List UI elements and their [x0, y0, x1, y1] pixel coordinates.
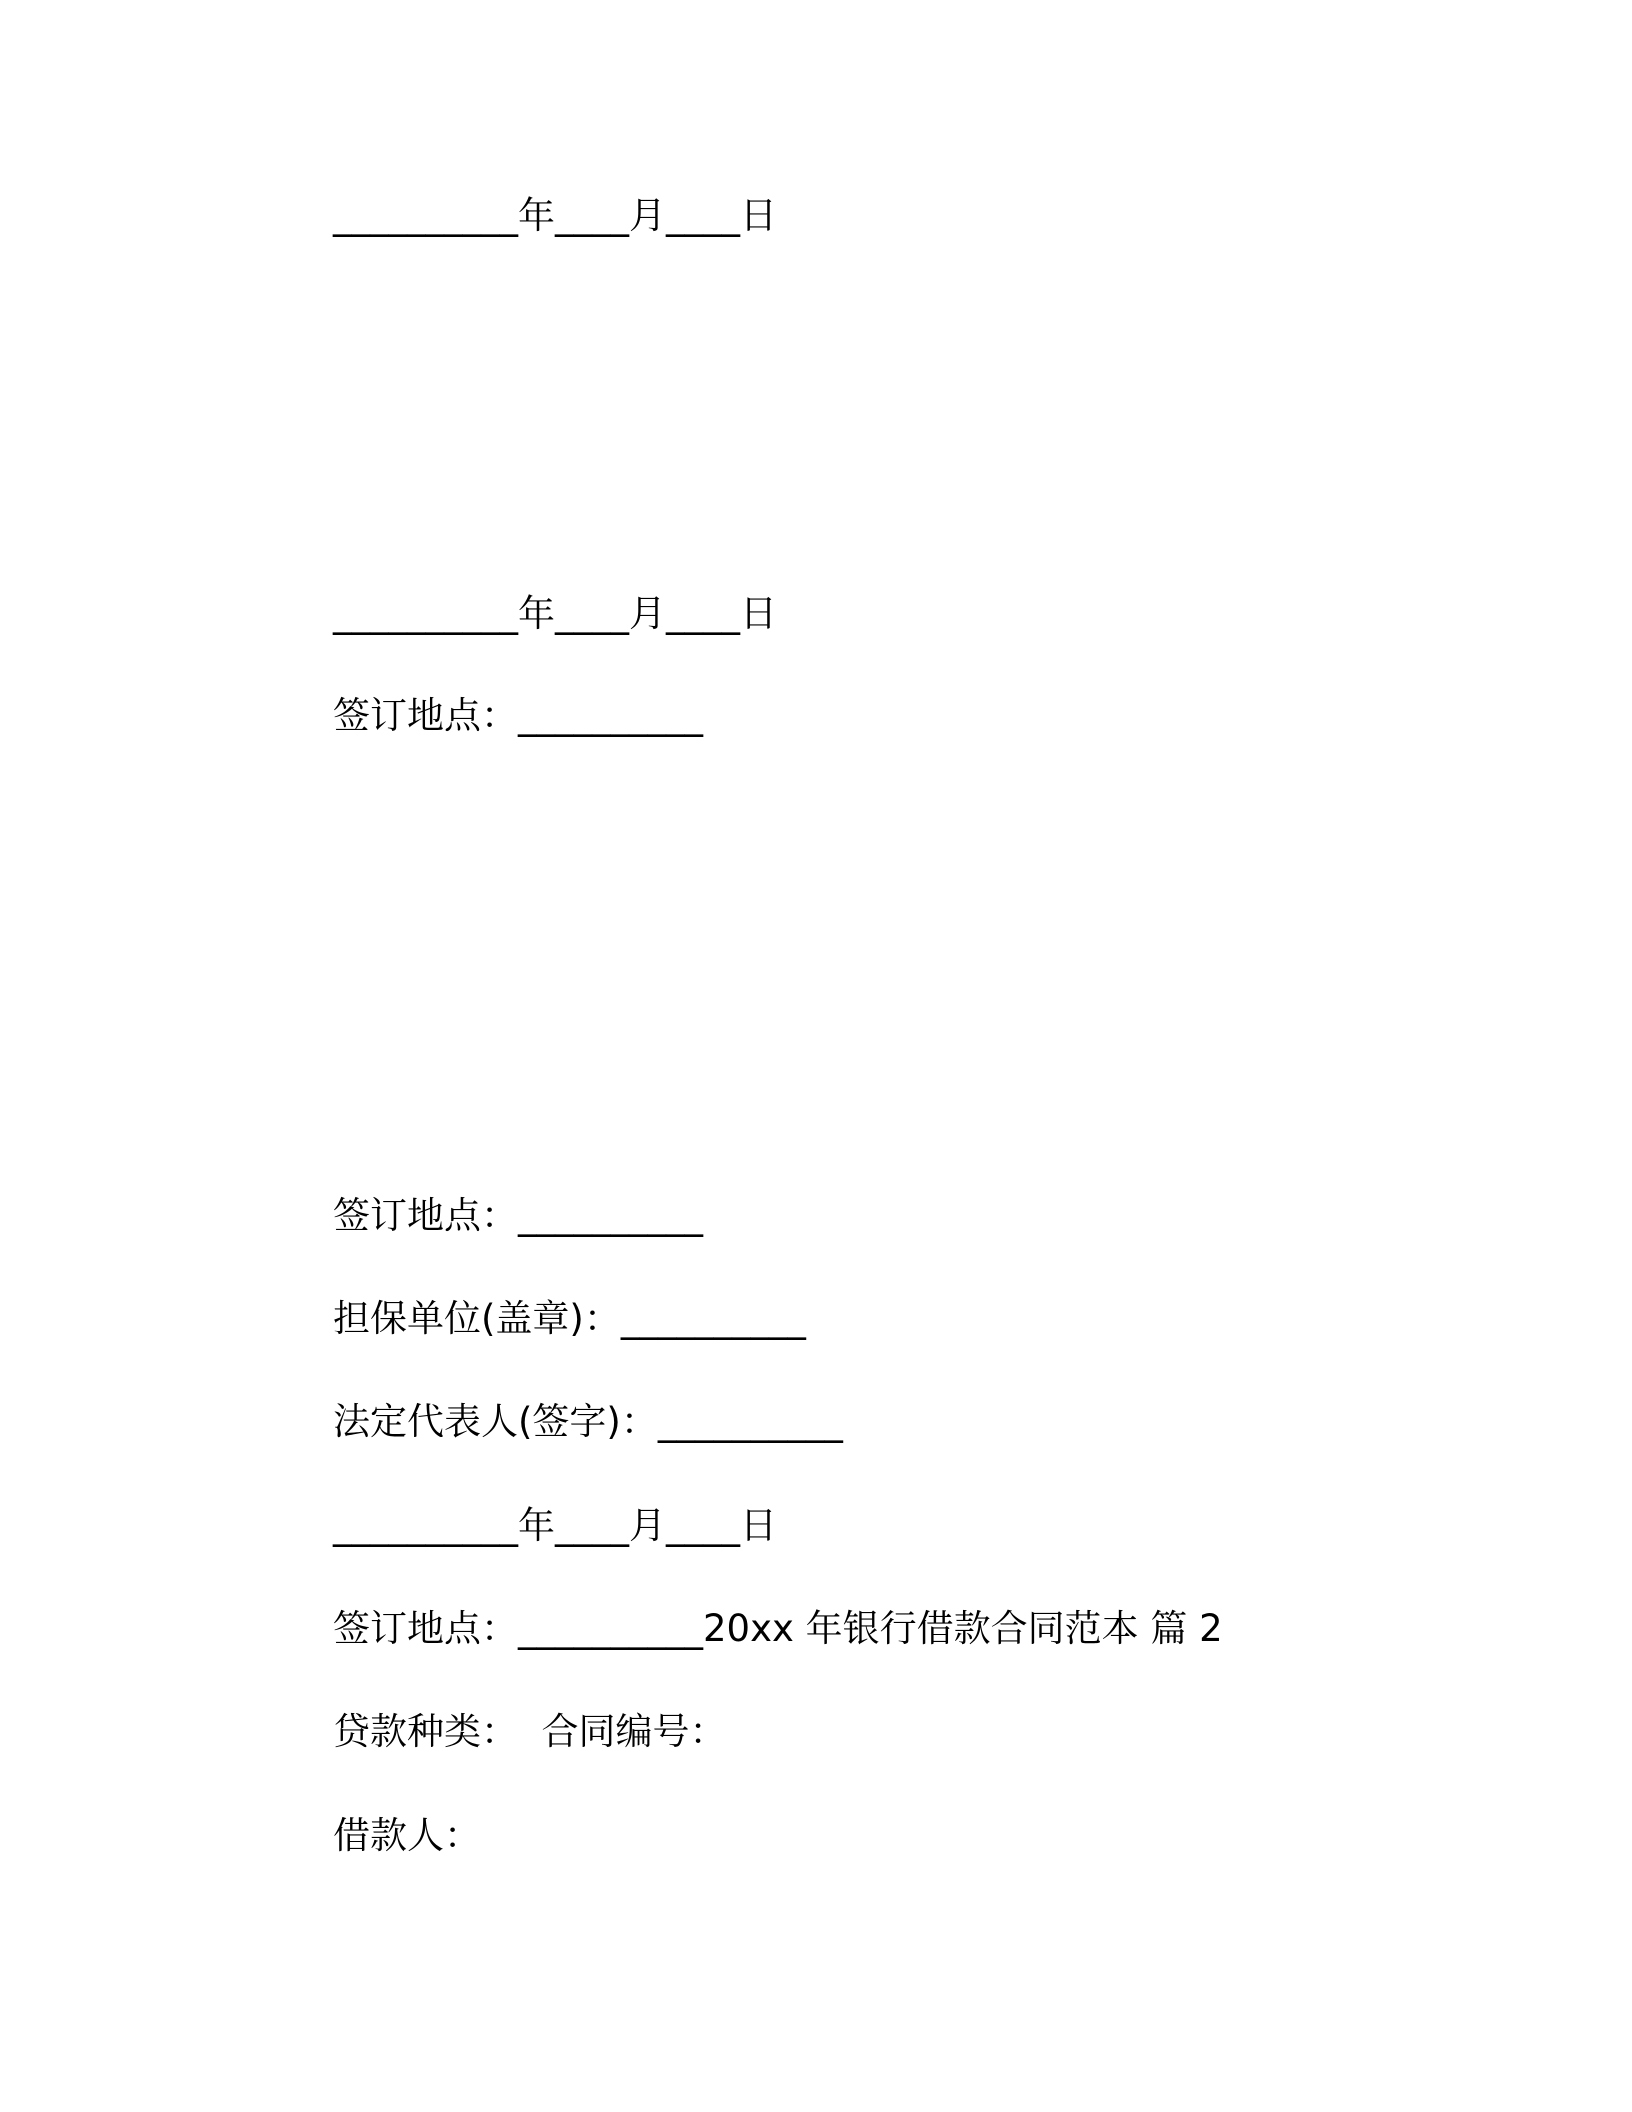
- legal-representative-line: 法定代表人(签字)：__________: [333, 1400, 843, 1443]
- signing-place-and-title-line: 签订地点：__________20xx 年银行借款合同范本 篇 2: [333, 1607, 1223, 1650]
- guarantor-seal-line: 担保单位(盖章)：__________: [333, 1297, 806, 1340]
- borrower-line: 借款人：: [333, 1814, 481, 1857]
- date-line-2: __________年____月____日: [333, 592, 777, 635]
- date-line-1: __________年____月____日: [333, 194, 777, 237]
- loan-type-contract-number-line: 贷款种类： 合同编号：: [333, 1710, 727, 1753]
- date-line-3: __________年____月____日: [333, 1504, 777, 1547]
- signing-place-line-1: 签订地点：__________: [333, 694, 703, 737]
- signing-place-line-2: 签订地点：__________: [333, 1194, 703, 1237]
